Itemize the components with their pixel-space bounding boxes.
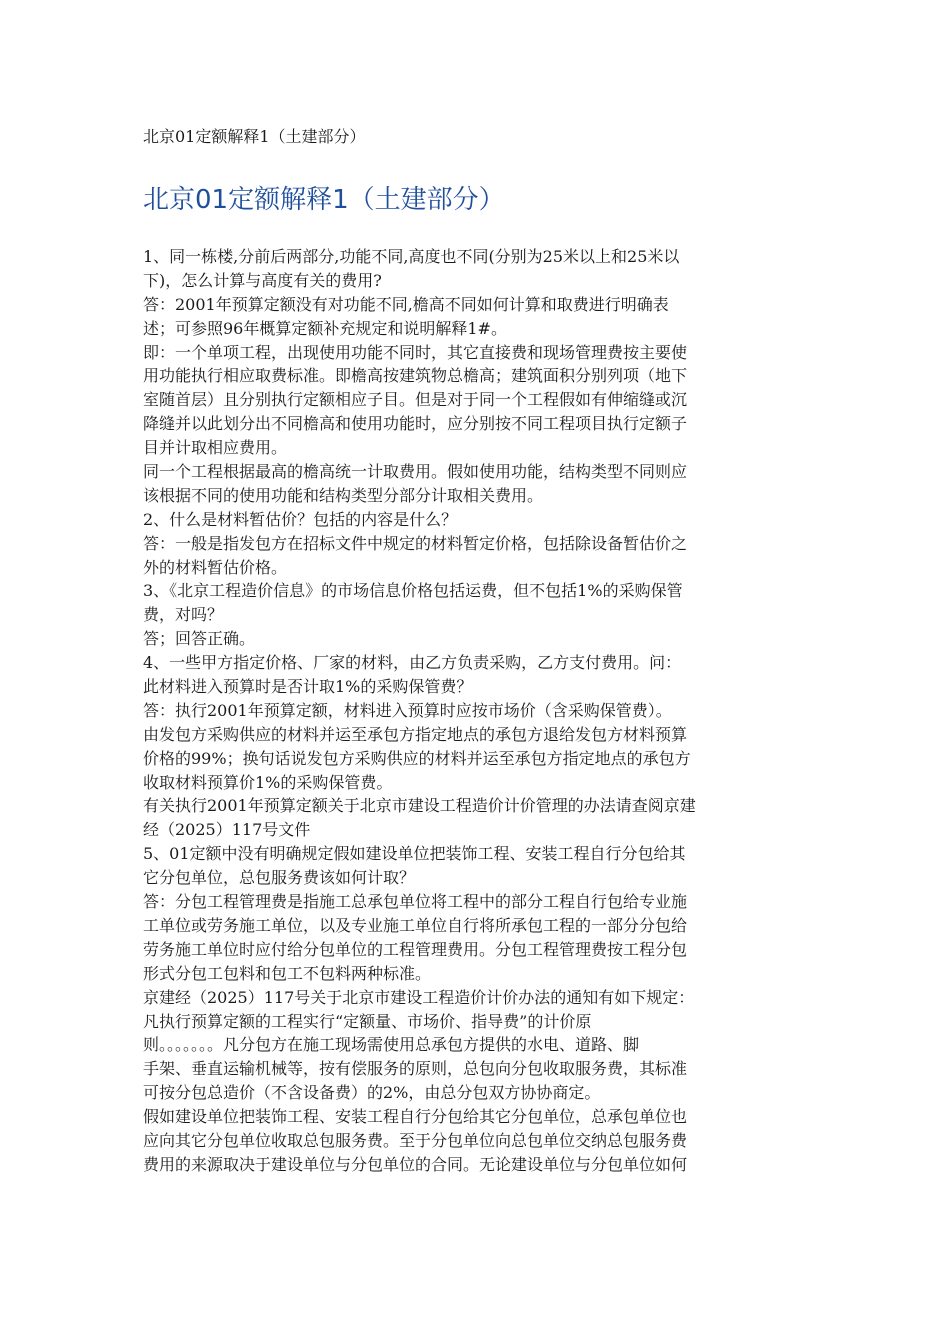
document-header: 北京01定额解释1（土建部分） — [143, 127, 366, 146]
text-line: 3、《北京工程造价信息》的市场信息价格包括运费，但不包括1%的采购保管 — [143, 581, 683, 601]
text-line: 费，对吗？ — [143, 605, 224, 625]
text-line: 则。。。。。。。凡分包方在施工现场需使用总承包方提供的水电、道路、脚 — [143, 1035, 640, 1055]
text-line: 收取材料预算价1%的采购保管费。 — [143, 772, 393, 792]
text-line: 可按分包总造价（不含设备费）的2%，由总分包双方协协商定。 — [143, 1083, 601, 1103]
document-title: 北京01定额解释1（土建部分） — [143, 185, 505, 215]
text-line: 答：分包工程管理费是指施工总承包单位将工程中的部分工程自行包给专业施 — [143, 892, 688, 912]
text-line: 此材料进入预算时是否计取1%的采购保管费？ — [143, 677, 473, 697]
text-line: 用功能执行相应取费标准。即檐高按建筑物总檐高；建筑面积分别列项（地下 — [143, 366, 688, 386]
text-line: 形式分包工包料和包工不包料两种标准。 — [143, 963, 432, 983]
text-line: 同一个工程根据最高的檐高统一计取费用。假如使用功能，结构类型不同则应 — [143, 462, 688, 482]
text-line: 答：2001年预算定额没有对功能不同,檐高不同如何计算和取费进行明确表 — [143, 294, 669, 314]
text-line: 4、一些甲方指定价格、厂家的材料，由乙方负责采购，乙方支付费用。问： — [143, 653, 682, 673]
text-line: 答：一般是指发包方在招标文件中规定的材料暂定价格，包括除设备暂估价之 — [143, 533, 688, 553]
text-line: 经（2025）117号文件 — [143, 820, 311, 840]
text-line: 假如建设单位把装饰工程、安装工程自行分包给其它分包单位，总承包单位也 — [143, 1107, 688, 1127]
text-line: 下)，怎么计算与高度有关的费用? — [143, 270, 382, 290]
text-line: 外的材料暂估价格。 — [143, 557, 288, 577]
text-line: 5、01定额中没有明确规定假如建设单位把装饰工程、安装工程自行分包给其 — [143, 844, 686, 864]
text-line: 该根据不同的使用功能和结构类型分部分计取相关费用。 — [143, 485, 544, 505]
text-line: 由发包方采购供应的材料并运至承包方指定地点的承包方退给发包方材料预算 — [143, 724, 688, 744]
text-line: 有关执行2001年预算定额关于北京市建设工程造价计价管理的办法请查阅京建 — [143, 796, 696, 816]
text-line: 价格的99%；换句话说发包方采购供应的材料并运至承包方指定地点的承包方 — [143, 748, 691, 768]
text-line: 答；回答正确。 — [143, 629, 256, 649]
text-line: 1、同一栋楼,分前后两部分,功能不同,高度也不同(分别为25米以上和25米以 — [143, 247, 680, 266]
text-line: 述；可参照96年概算定额补充规定和说明解释1#。 — [143, 318, 507, 338]
text-line: 它分包单位，总包服务费该如何计取？ — [143, 868, 416, 888]
text-line: 降缝并以此划分出不同檐高和使用功能时，应分别按不同工程项目执行定额子 — [143, 414, 688, 434]
text-line: 手架、垂直运输机械等，按有偿服务的原则，总包向分包收取服务费，其标准 — [143, 1059, 688, 1079]
text-line: 即：一个单项工程，出现使用功能不同时，其它直接费和现场管理费按主要使 — [143, 342, 688, 362]
document-body — [143, 245, 803, 1177]
text-line: 2、什么是材料暂估价？包括的内容是什么？ — [143, 509, 458, 529]
text-line: 凡执行预算定额的工程实行“定额量、市场价、指导费”的计价原 — [143, 1011, 592, 1031]
text-line: 应向其它分包单位收取总包服务费。至于分包单位向总包单位交纳总包服务费 — [143, 1130, 688, 1150]
text-line: 目并计取相应费用。 — [143, 438, 288, 458]
text-line: 费用的来源取决于建设单位与分包单位的合同。无论建设单位与分包单位如何 — [143, 1154, 688, 1174]
text-line: 京建经（2025）117号关于北京市建设工程造价计价办法的通知有如下规定： — [143, 987, 695, 1007]
text-line: 工单位或劳务施工单位，以及专业施工单位自行将所承包工程的一部分分包给 — [143, 915, 688, 935]
text-line: 劳务施工单位时应付给分包单位的工程管理费用。分包工程管理费按工程分包 — [143, 939, 688, 959]
text-line: 室随首层）且分别执行定额相应子目。但是对于同一个工程假如有伸缩缝或沉 — [143, 390, 688, 410]
text-line: 答：执行2001年预算定额，材料进入预算时应按市场价（含采购保管费）。 — [143, 700, 672, 720]
